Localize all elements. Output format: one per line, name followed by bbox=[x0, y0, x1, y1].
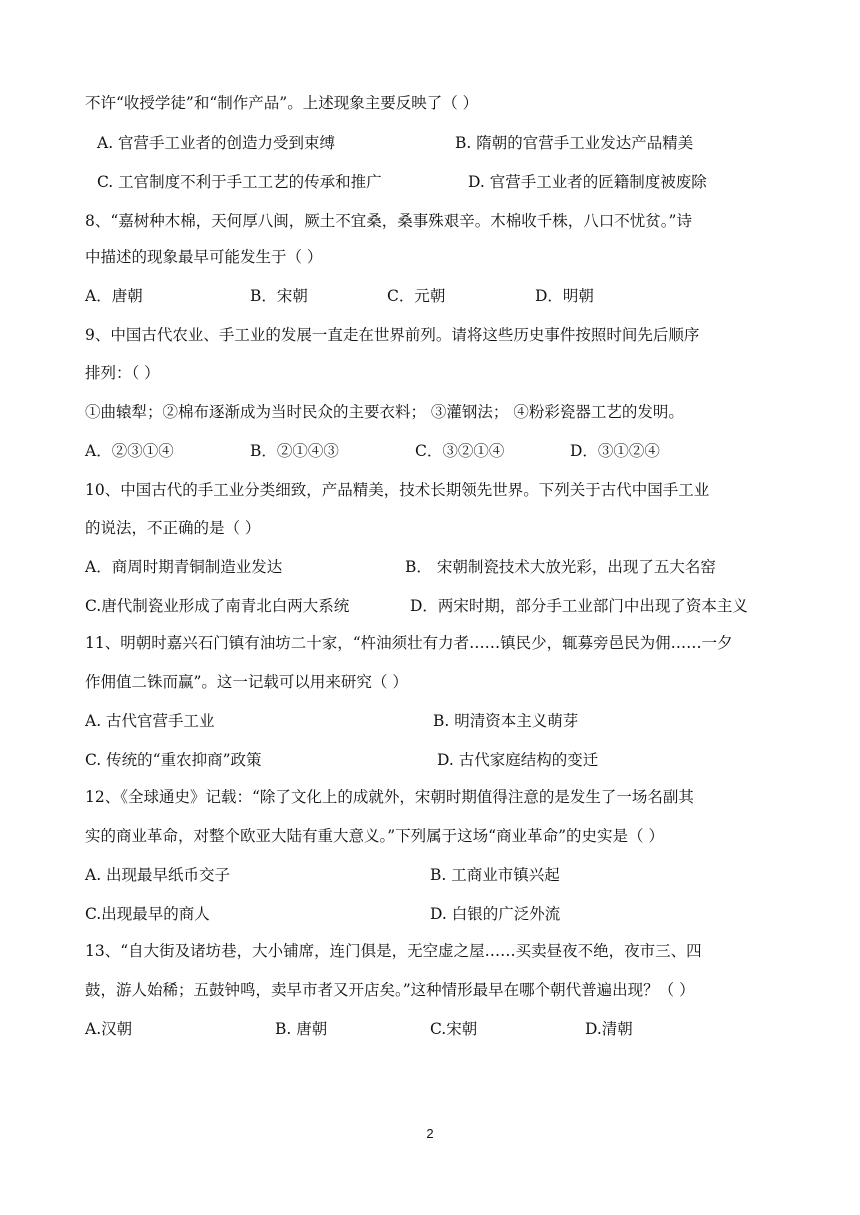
q7-option-a: A. 官营手工业者的创造力受到束缚 bbox=[97, 134, 336, 152]
q9-option-d: D．③①②④ bbox=[570, 442, 660, 460]
q9-items: ①曲辕犁；②棉布逐渐成为当时民众的主要衣料； ③灌钢法； ④粉彩瓷器工艺的发明。 bbox=[85, 403, 684, 421]
q11-option-d: D. 古代家庭结构的变迁 bbox=[437, 751, 599, 769]
q9-option-a: A．②③①④ bbox=[85, 442, 174, 460]
q12-stem-line-1: 12、《全球通史》记载：“除了文化上的成就外，宋朝时期值得注意的是发生了一场名副其 bbox=[85, 788, 694, 806]
q7-stem-line: 不许“收授学徒”和“制作产品”。上述现象主要反映了（ ） bbox=[85, 94, 479, 112]
q13-stem-line-1: 13、“自大街及诸坊巷，大小铺席，连门俱是，无空虚之屋……买卖昼夜不绝，夜市三、四 bbox=[85, 942, 702, 960]
q9-stem-line-1: 9、中国古代农业、手工业的发展一直走在世界前列。请将这些历史事件按照时间先后顺序 bbox=[85, 326, 700, 344]
q10-option-a: A．商周时期青铜制造业发达 bbox=[85, 558, 283, 576]
q9-option-b: B．②①④③ bbox=[250, 442, 339, 460]
q9-stem-line-2: 排列：（ ） bbox=[85, 364, 160, 382]
q7-option-b: B. 隋朝的官营手工业发达产品精美 bbox=[455, 134, 694, 152]
q8-stem-line-2: 中描述的现象最早可能发生于（ ） bbox=[85, 248, 323, 266]
q9-option-c: C．③②①④ bbox=[415, 442, 505, 460]
q12-option-c: C.出现最早的商人 bbox=[85, 905, 210, 923]
q13-option-b: B. 唐朝 bbox=[275, 1020, 328, 1038]
q11-option-a: A. 古代官营手工业 bbox=[85, 712, 215, 730]
q11-option-b: B. 明清资本主义萌芽 bbox=[433, 712, 579, 730]
q13-option-c: C.宋朝 bbox=[430, 1020, 478, 1038]
q7-option-d: D. 官营手工业者的匠籍制度被废除 bbox=[468, 173, 707, 191]
q11-stem-line-2: 作佣值二铢而赢”。这一记载可以用来研究（ ） bbox=[85, 673, 408, 691]
q10-option-b: B． 宋朝制瓷技术大放光彩，出现了五大名窑 bbox=[405, 558, 716, 576]
q8-option-d: D．明朝 bbox=[535, 287, 594, 305]
page-number: 2 bbox=[426, 1126, 434, 1141]
q8-option-c: C．元朝 bbox=[387, 287, 446, 305]
q10-stem-line-2: 的说法，不正确的是（ ） bbox=[85, 519, 261, 537]
q8-option-b: B．宋朝 bbox=[250, 287, 308, 305]
q8-option-a: A．唐朝 bbox=[85, 287, 143, 305]
q8-stem-line-1: 8、“嘉树种木棉，天何厚八闽，厥土不宜桑，桑事殊艰辛。木棉收千株，八口不忧贫。”诗 bbox=[85, 212, 692, 230]
q10-stem-line-1: 10、中国古代的手工业分类细致，产品精美，技术长期领先世界。下列关于古代中国手工业 bbox=[85, 481, 710, 499]
q13-stem-line-2: 鼓，游人始稀；五鼓钟鸣，卖早市者又开店矣。”这种情形最早在哪个朝代普遍出现？（ ） bbox=[85, 981, 695, 999]
q11-option-c: C. 传统的“重农抑商”政策 bbox=[85, 751, 262, 769]
q10-option-c: C.唐代制瓷业形成了南青北白两大系统 bbox=[85, 597, 350, 615]
q13-option-a: A.汉朝 bbox=[85, 1020, 133, 1038]
q7-option-c: C. 工官制度不利于手工工艺的传承和推广 bbox=[97, 173, 382, 191]
q10-option-d: D．两宋时期，部分手工业部门中出现了资本主义 bbox=[410, 597, 748, 615]
q13-option-d: D.清朝 bbox=[585, 1020, 633, 1038]
q12-option-d: D. 白银的广泛外流 bbox=[430, 905, 561, 923]
q12-option-a: A. 出现最早纸币交子 bbox=[85, 866, 231, 884]
q12-stem-line-2: 实的商业革命，对整个欧亚大陆有重大意义。”下列属于这场“商业革命”的史实是（ ） bbox=[85, 827, 664, 845]
q12-option-b: B. 工商业市镇兴起 bbox=[430, 866, 560, 884]
q11-stem-line-1: 11、明朝时嘉兴石门镇有油坊二十家，“杵油须壮有力者……镇民少，辄募旁邑民为佣……一夕 bbox=[85, 634, 733, 652]
